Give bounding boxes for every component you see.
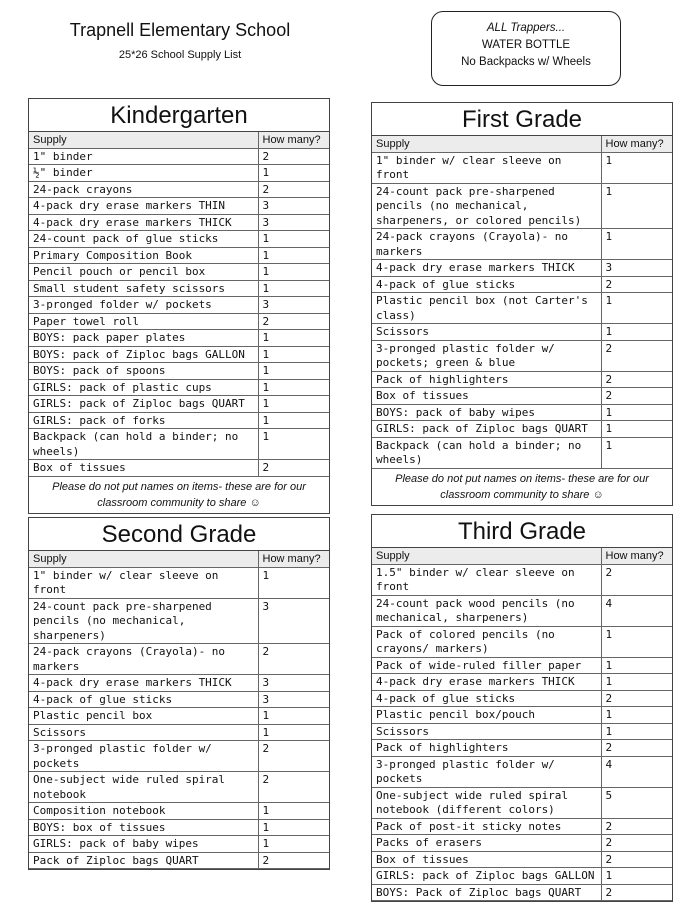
quantity-column-header: How many? xyxy=(258,132,329,148)
supply-quantity: 1 xyxy=(258,165,329,182)
table-header-row xyxy=(372,548,672,564)
supply-column-header: Supply xyxy=(372,136,601,152)
supply-item: Packs of erasers xyxy=(372,835,601,852)
table-row xyxy=(372,740,672,757)
notice-box xyxy=(431,11,621,86)
supply-item: Scissors xyxy=(29,724,258,741)
second-grade-list xyxy=(28,517,330,870)
supply-item: Box of tissues xyxy=(372,851,601,868)
supply-quantity: 1 xyxy=(258,346,329,363)
first-table xyxy=(372,136,672,469)
supply-quantity: 1 xyxy=(601,707,672,724)
supply-item: Pack of post-it sticky notes xyxy=(372,818,601,835)
supply-item: BOYS: Pack of Ziploc bags QUART xyxy=(372,884,601,901)
kindergarten-title: Kindergarten xyxy=(29,99,329,132)
table-row xyxy=(372,707,672,724)
supply-item: Box of tissues xyxy=(29,460,258,477)
supply-item: GIRLS: pack of baby wipes xyxy=(29,836,258,853)
table-row xyxy=(372,340,672,371)
notice-line-2: WATER BOTTLE xyxy=(481,39,571,51)
quantity-column-header: How many? xyxy=(258,551,329,567)
supply-quantity: 2 xyxy=(258,772,329,803)
supply-item: Backpack (can hold a binder; no wheels) xyxy=(372,437,601,468)
supply-item: BOYS: box of tissues xyxy=(29,819,258,836)
supply-item: Scissors xyxy=(372,324,601,341)
school-name: Trapnell Elementary School xyxy=(69,20,291,40)
supply-quantity: 1 xyxy=(258,330,329,347)
table-row xyxy=(29,247,329,264)
supply-quantity: 2 xyxy=(258,148,329,165)
supply-quantity: 1 xyxy=(258,363,329,380)
supply-quantity: 1 xyxy=(601,152,672,183)
table-row xyxy=(372,564,672,595)
supply-item: 1.5" binder w/ clear sleeve on front xyxy=(372,564,601,595)
table-row xyxy=(29,803,329,820)
supply-item: Primary Composition Book xyxy=(29,247,258,264)
supply-quantity: 1 xyxy=(601,437,672,468)
table-row xyxy=(29,198,329,215)
supply-quantity: 1 xyxy=(601,183,672,229)
table-row xyxy=(372,756,672,787)
first-title: First Grade xyxy=(372,103,672,136)
supply-quantity: 2 xyxy=(601,740,672,757)
supply-item: 3-pronged plastic folder w/ pockets xyxy=(29,741,258,772)
supply-item: Small student safety scissors xyxy=(29,280,258,297)
supply-quantity: 1 xyxy=(258,412,329,429)
share-note: Please do not put names on items- these are for our classroom community to share ☺ xyxy=(52,480,306,509)
supply-item: 24-count pack pre-sharpened pencils (no mechanical, sharpeners) xyxy=(29,598,258,644)
supply-quantity: 1 xyxy=(258,724,329,741)
third-grade-list xyxy=(371,514,673,902)
supply-item: Plastic pencil box/pouch xyxy=(372,707,601,724)
kindergarten-list xyxy=(28,98,330,514)
supply-item: 3-pronged plastic folder w/ pockets xyxy=(372,756,601,787)
supply-quantity: 2 xyxy=(258,644,329,675)
supply-quantity: 2 xyxy=(258,313,329,330)
supply-item: Paper towel roll xyxy=(29,313,258,330)
table-row xyxy=(29,644,329,675)
table-row xyxy=(29,819,329,836)
supply-item: 24-count pack of glue sticks xyxy=(29,231,258,248)
table-row xyxy=(372,787,672,818)
table-row xyxy=(29,852,329,869)
supply-quantity: 2 xyxy=(601,371,672,388)
supply-item: One-subject wide ruled spiral notebook xyxy=(29,772,258,803)
supply-item: GIRLS: pack of Ziploc bags QUART xyxy=(372,421,601,438)
supply-item: Pack of highlighters xyxy=(372,371,601,388)
supply-quantity: 1 xyxy=(258,231,329,248)
list-subtitle: 25*26 School Supply List xyxy=(118,49,242,61)
supply-quantity: 1 xyxy=(601,293,672,324)
table-row xyxy=(29,363,329,380)
table-row xyxy=(29,836,329,853)
supply-quantity: 1 xyxy=(601,421,672,438)
table-row xyxy=(29,708,329,725)
supply-item: GIRLS: pack of Ziploc bags QUART xyxy=(29,396,258,413)
supply-quantity: 1 xyxy=(601,868,672,885)
table-row xyxy=(372,421,672,438)
supply-quantity: 3 xyxy=(601,260,672,277)
supply-quantity: 3 xyxy=(258,214,329,231)
table-row xyxy=(29,280,329,297)
table-row xyxy=(29,264,329,281)
supply-item: Plastic pencil box (not Carter's class) xyxy=(372,293,601,324)
supply-quantity: 1 xyxy=(258,819,329,836)
supply-item: Pack of wide-ruled filler paper xyxy=(372,657,601,674)
supply-item: BOYS: pack of Ziploc bags GALLON xyxy=(29,346,258,363)
supply-quantity: 1 xyxy=(258,264,329,281)
table-row xyxy=(29,724,329,741)
supply-item: BOYS: pack of baby wipes xyxy=(372,404,601,421)
supply-quantity: 3 xyxy=(258,691,329,708)
table-row xyxy=(372,152,672,183)
table-row xyxy=(29,148,329,165)
table-row xyxy=(372,818,672,835)
table-row xyxy=(372,851,672,868)
table-row xyxy=(29,165,329,182)
supply-quantity: 2 xyxy=(601,818,672,835)
supply-item: 24-pack crayons (Crayola)- no markers xyxy=(29,644,258,675)
supply-item: 24-pack crayons xyxy=(29,181,258,198)
first-grade-list xyxy=(371,102,673,506)
supply-quantity: 2 xyxy=(601,276,672,293)
notice-line-3: No Backpacks w/ Wheels xyxy=(461,56,591,68)
table-row xyxy=(29,396,329,413)
supply-item: Pack of highlighters xyxy=(372,740,601,757)
supply-item: 3-pronged folder w/ pockets xyxy=(29,297,258,314)
supply-item: Pack of Ziploc bags QUART xyxy=(29,852,258,869)
table-row xyxy=(372,229,672,260)
supply-item: 4-pack of glue sticks xyxy=(29,691,258,708)
table-row xyxy=(372,595,672,626)
supply-quantity: 3 xyxy=(258,198,329,215)
table-row xyxy=(29,330,329,347)
table-row xyxy=(372,657,672,674)
supply-item: 24-count pack wood pencils (no mechanical, sharpeners) xyxy=(372,595,601,626)
supply-column-header: Supply xyxy=(29,551,258,567)
supply-item: 4-pack dry erase markers THICK xyxy=(372,674,601,691)
quantity-column-header: How many? xyxy=(601,136,672,152)
supply-column-header: Supply xyxy=(29,132,258,148)
table-row xyxy=(29,214,329,231)
supply-quantity: 2 xyxy=(601,564,672,595)
table-row xyxy=(29,181,329,198)
supply-quantity: 2 xyxy=(258,181,329,198)
table-row xyxy=(372,404,672,421)
supply-quantity: 1 xyxy=(258,396,329,413)
supply-quantity: 1 xyxy=(601,674,672,691)
supply-quantity: 5 xyxy=(601,787,672,818)
supply-item: 1" binder xyxy=(29,148,258,165)
supply-quantity: 4 xyxy=(601,756,672,787)
supply-item: Pencil pouch or pencil box xyxy=(29,264,258,281)
table-row xyxy=(29,772,329,803)
table-row xyxy=(29,412,329,429)
share-note: Please do not put names on items- these are for our classroom community to share ☺ xyxy=(395,472,649,501)
supply-quantity: 1 xyxy=(258,803,329,820)
supply-quantity: 1 xyxy=(601,229,672,260)
table-row xyxy=(29,313,329,330)
supply-quantity: 1 xyxy=(601,657,672,674)
table-header-row xyxy=(29,551,329,567)
supply-quantity: 2 xyxy=(258,852,329,869)
table-row xyxy=(372,835,672,852)
supply-item: One-subject wide ruled spiral notebook (different colors) xyxy=(372,787,601,818)
supply-quantity: 1 xyxy=(258,247,329,264)
supply-item: GIRLS: pack of forks xyxy=(29,412,258,429)
supply-item: 4-pack dry erase markers THICK xyxy=(372,260,601,277)
supply-quantity: 3 xyxy=(258,675,329,692)
supply-item: BOYS: pack of spoons xyxy=(29,363,258,380)
supply-quantity: 2 xyxy=(601,340,672,371)
table-row xyxy=(29,598,329,644)
table-row xyxy=(29,675,329,692)
supply-item: 4-pack dry erase markers THICK xyxy=(29,214,258,231)
supply-item: 4-pack of glue sticks xyxy=(372,276,601,293)
supply-quantity: 2 xyxy=(601,851,672,868)
table-header-row xyxy=(29,132,329,148)
table-row xyxy=(372,260,672,277)
supply-item: Pack of colored pencils (no crayons/ markers) xyxy=(372,626,601,657)
table-row xyxy=(29,741,329,772)
table-row xyxy=(372,690,672,707)
second-table xyxy=(29,551,329,869)
table-row xyxy=(372,324,672,341)
supply-item: Plastic pencil box xyxy=(29,708,258,725)
supply-quantity: 1 xyxy=(258,429,329,460)
supply-quantity: 2 xyxy=(601,835,672,852)
supply-item: Scissors xyxy=(372,723,601,740)
supply-quantity: 3 xyxy=(258,297,329,314)
supply-item: ½" binder xyxy=(29,165,258,182)
table-row xyxy=(29,231,329,248)
table-row xyxy=(372,884,672,901)
third-table xyxy=(372,548,672,901)
table-row xyxy=(372,183,672,229)
table-row xyxy=(372,723,672,740)
table-row xyxy=(29,567,329,598)
document-header xyxy=(30,18,330,61)
supply-quantity: 3 xyxy=(258,598,329,644)
supply-quantity: 2 xyxy=(258,460,329,477)
supply-quantity: 1 xyxy=(258,836,329,853)
kindergarten-table xyxy=(29,132,329,477)
supply-quantity: 2 xyxy=(601,388,672,405)
table-row xyxy=(372,437,672,468)
supply-item: 24-pack crayons (Crayola)- no markers xyxy=(372,229,601,260)
second-title: Second Grade xyxy=(29,518,329,551)
table-header-row xyxy=(372,136,672,152)
supply-quantity: 4 xyxy=(601,595,672,626)
table-row xyxy=(29,346,329,363)
supply-item: Box of tissues xyxy=(372,388,601,405)
supply-quantity: 2 xyxy=(258,741,329,772)
supply-quantity: 2 xyxy=(601,690,672,707)
notice-line-1: ALL Trappers... xyxy=(486,22,566,34)
supply-item: Composition notebook xyxy=(29,803,258,820)
supply-item: Backpack (can hold a binder; no wheels) xyxy=(29,429,258,460)
table-row xyxy=(372,293,672,324)
quantity-column-header: How many? xyxy=(601,548,672,564)
table-row xyxy=(29,379,329,396)
supply-item: 1" binder w/ clear sleeve on front xyxy=(29,567,258,598)
third-title: Third Grade xyxy=(372,515,672,548)
table-row xyxy=(372,626,672,657)
supply-item: 4-pack of glue sticks xyxy=(372,690,601,707)
supply-quantity: 1 xyxy=(601,324,672,341)
supply-quantity: 1 xyxy=(258,280,329,297)
supply-item: 3-pronged plastic folder w/ pockets; green & blue xyxy=(372,340,601,371)
supply-item: GIRLS: pack of plastic cups xyxy=(29,379,258,396)
supply-quantity: 1 xyxy=(601,626,672,657)
table-row xyxy=(29,297,329,314)
table-row xyxy=(372,371,672,388)
supply-quantity: 1 xyxy=(258,567,329,598)
table-row xyxy=(29,429,329,460)
supply-item: 4-pack dry erase markers THICK xyxy=(29,675,258,692)
supply-item: GIRLS: pack of Ziploc bags GALLON xyxy=(372,868,601,885)
supply-item: 1" binder w/ clear sleeve on front xyxy=(372,152,601,183)
supply-quantity: 1 xyxy=(601,404,672,421)
supply-quantity: 1 xyxy=(258,379,329,396)
supply-quantity: 2 xyxy=(601,884,672,901)
supply-item: 24-count pack pre-sharpened pencils (no mechanical, sharpeners, or colored pencils) xyxy=(372,183,601,229)
table-row xyxy=(29,460,329,477)
supply-column-header: Supply xyxy=(372,548,601,564)
supply-item: 4-pack dry erase markers THIN xyxy=(29,198,258,215)
supply-quantity: 1 xyxy=(258,708,329,725)
table-row xyxy=(372,276,672,293)
supply-item: BOYS: pack paper plates xyxy=(29,330,258,347)
supply-quantity: 1 xyxy=(601,723,672,740)
table-row xyxy=(372,388,672,405)
table-row xyxy=(372,674,672,691)
table-row xyxy=(29,691,329,708)
